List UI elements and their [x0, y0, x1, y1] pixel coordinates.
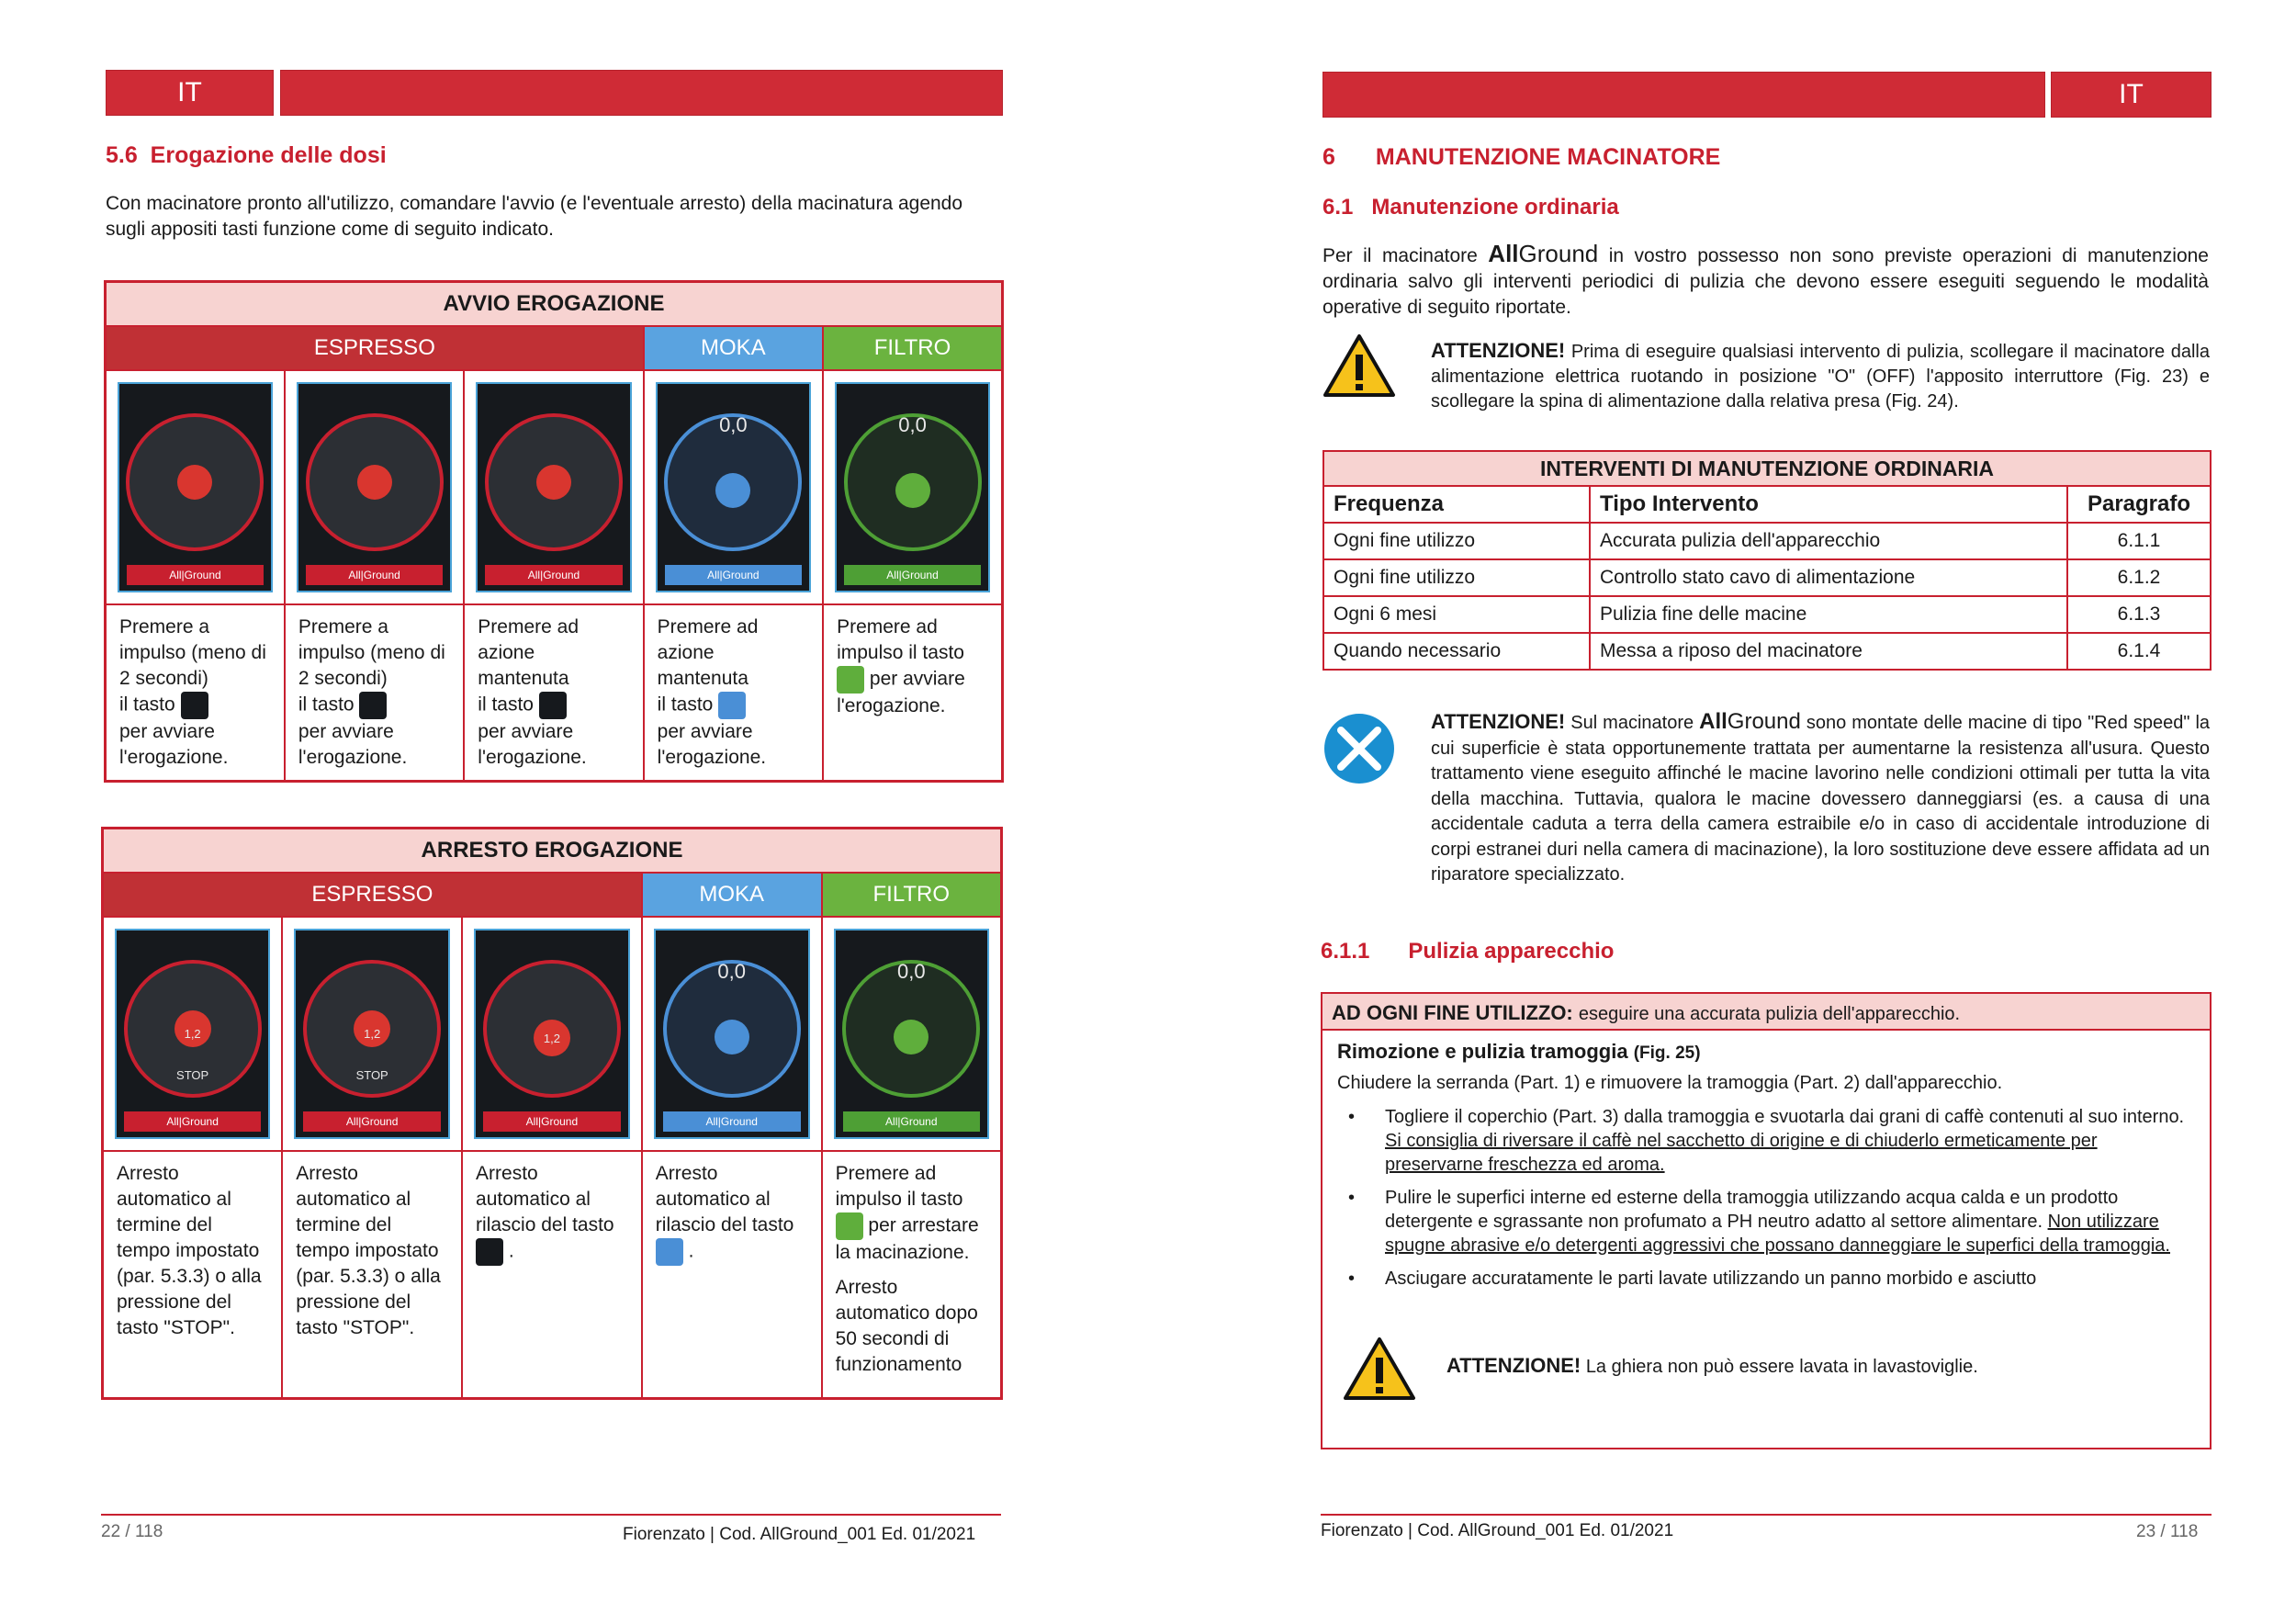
display-screen	[476, 382, 631, 592]
brand-strip: All|Ground	[124, 1111, 261, 1132]
display-screen	[834, 929, 989, 1139]
maintenance-table-title: INTERVENTI DI MANUTENZIONE ORDINARIA	[1323, 451, 2211, 486]
moka-pot-icon	[718, 692, 746, 719]
section-heading	[1322, 144, 1720, 171]
header-paragraph: Paragrafo	[2067, 486, 2211, 523]
instruction-c: per avviare l'erogazione.	[837, 668, 965, 716]
dial	[306, 413, 444, 551]
instruction-cell: Arresto automatico al rilascio del tasto .	[642, 1151, 822, 1399]
subsection-heading-611	[1321, 939, 1614, 964]
page-number: 22 / 118	[101, 1522, 163, 1541]
list-item	[1337, 1267, 2195, 1291]
grind-dot	[715, 473, 750, 508]
box-label: AD OGNI FINE UTILIZZO:	[1332, 1001, 1573, 1024]
subsection-title: Manutenzione ordinaria	[1371, 195, 1619, 220]
instruction-text: Arresto automatico al rilascio del tasto	[476, 1162, 614, 1235]
language-tab	[106, 70, 274, 116]
brand-strip: All|Ground	[306, 565, 443, 585]
cell-intervention: Controllo stato cavo di alimentazione	[1590, 559, 2067, 596]
warning-text: La ghiera non può essere lavata in lavastoviglie.	[1585, 1357, 1978, 1377]
header-bar	[1322, 72, 2045, 118]
intro-a: Per il macinatore	[1322, 245, 1478, 266]
instruction-cell	[822, 1151, 1002, 1399]
grind-dot	[894, 1020, 929, 1054]
instruction-b: il tasto	[478, 694, 534, 716]
moka-pot-icon	[656, 1238, 683, 1266]
maintenance-table	[1322, 450, 2212, 671]
language-tab	[2051, 72, 2212, 118]
document-code: Fiorenzato | Cod. AllGround_001 Ed. 01/2021	[623, 1525, 976, 1544]
cell-intervention: Accurata pulizia dell'apparecchio	[1590, 523, 2067, 559]
group-espresso: ESPRESSO	[106, 326, 644, 370]
language-label: IT	[177, 77, 202, 107]
dose-value: 1,2	[543, 1031, 560, 1045]
dial	[126, 413, 264, 551]
table-row	[1323, 523, 2211, 559]
box-figure-ref: (Fig. 25)	[1633, 1043, 1701, 1063]
cell-frequency: Quando necessario	[1323, 633, 1590, 670]
language-label: IT	[2119, 79, 2144, 109]
dose-value: 1,2	[364, 1026, 381, 1041]
stop-dispensing-table	[101, 827, 1003, 1400]
start-dispensing-table	[104, 280, 1004, 783]
group-moka: MOKA	[642, 873, 822, 917]
brand-strip: All|Ground	[844, 565, 981, 585]
section-title: MANUTENZIONE MACINATORE	[1375, 144, 1721, 170]
cell-intervention: Pulizia fine delle macine	[1590, 596, 2067, 633]
step-note: Non utilizzare spugne abrasive e/o detergenti aggressivi che possano danneggiare le superfici della tramoggia.	[1385, 1212, 2170, 1256]
dose-value: 1,2	[184, 1026, 201, 1041]
grind-dot	[357, 465, 392, 500]
tools-icon	[1322, 712, 1396, 785]
brand-logo	[1699, 709, 1801, 734]
group-moka: MOKA	[644, 326, 823, 370]
grind-dot	[895, 473, 930, 508]
instruction-cell: Arresto automatico al rilascio del tasto .	[462, 1151, 642, 1399]
brand-part-a: All	[1699, 709, 1728, 734]
screen-cell	[823, 370, 1002, 604]
brand-strip: All|Ground	[483, 1111, 621, 1132]
instruction-c: per avviare l'erogazione.	[478, 720, 587, 768]
instruction-c: per avviare l'erogazione.	[298, 720, 408, 768]
warning-note-1	[1431, 338, 2210, 414]
box-subtitle-text: Rimozione e pulizia tramoggia	[1337, 1040, 1628, 1063]
step-text: Togliere il coperchio (Part. 3) dalla tramoggia e svuotarla dai grani di caffè contenuti al suo interno.	[1385, 1107, 2185, 1127]
header-bar	[280, 70, 1003, 116]
screen-cell	[642, 917, 822, 1151]
filter-icon	[836, 1212, 863, 1240]
cell-paragraph: 6.1.2	[2067, 559, 2211, 596]
instruction-b: il tasto	[298, 694, 355, 716]
brand-strip: All|Ground	[665, 565, 802, 585]
cell-frequency: Ogni fine utilizzo	[1323, 523, 1590, 559]
subsection-number: 6.1	[1322, 195, 1354, 220]
cleaning-box-body	[1322, 1031, 2210, 1309]
screen-cell	[285, 370, 464, 604]
section-number: 5.6	[106, 142, 138, 168]
cell-frequency: Ogni 6 mesi	[1323, 596, 1590, 633]
cell-paragraph: 6.1.4	[2067, 633, 2211, 670]
warning-note-2	[1431, 709, 2210, 888]
cell-paragraph: 6.1.3	[2067, 596, 2211, 633]
intro-b: in vostro possesso non sono previste operazioni di manutenzione ordinaria salvo gli interventi periodici di pulizia che devono essere eseguiti seguendo le modalità operative di seguito riportate.	[1322, 245, 2209, 318]
group-espresso: ESPRESSO	[103, 873, 642, 917]
single-cup-icon	[181, 692, 208, 719]
subsection-title: Pulizia apparecchio	[1408, 939, 1615, 964]
filter-icon	[837, 666, 864, 694]
header-intervention: Tipo Intervento	[1590, 486, 2067, 523]
brand-strip: All|Ground	[127, 565, 264, 585]
instruction-text: Premere ad impulso il tasto	[835, 1162, 963, 1210]
instruction-b: il tasto	[119, 694, 175, 716]
subsection-number: 6.1.1	[1321, 939, 1370, 964]
instruction-cell	[644, 604, 823, 782]
warning-label: ATTENZIONE!	[1431, 339, 1566, 362]
screen-cell	[464, 370, 643, 604]
display-screen	[835, 382, 990, 592]
group-filtro: FILTRO	[823, 326, 1002, 370]
brand-part-b: Ground	[1518, 240, 1599, 267]
warning-icon	[1343, 1336, 1416, 1402]
instruction-c: per avviare l'erogazione.	[657, 720, 767, 768]
group-filtro: FILTRO	[822, 873, 1002, 917]
instruction-cell: Arresto automatico al termine del tempo impostato (par. 5.3.3) o alla pressione del tasto "STOP".	[103, 1151, 283, 1399]
display-screen	[656, 382, 811, 592]
hand-icon	[476, 1238, 503, 1266]
stop-label: STOP	[355, 1067, 388, 1082]
warning-text-b: sono montate delle macine di tipo "Red speed" la cui superficie è stata opportunemente trattata per aumentarne la resistenza all'usura. Questo trattamento viene eseguito affinché le macine lavorino nelle condizioni ottimali per tutta la vita della macchina. Tuttavia, qualora le macine dovessero danneggiarsi (es. a causa di una accidentale caduta a terra della camera estraibile e/o in caso di accidentale introduzione di corpi estranei duri nella camera di macinazione), la loro sostituzione deve essere affidata ad un riparatore specializzato.	[1431, 713, 2211, 885]
step-text: Pulire le superfici interne ed esterne della tramoggia utilizzando acqua calda e un prodotto detergente e sgrassante non profumato a PH neutro adatto al settore alimentare.	[1385, 1188, 2119, 1232]
screen-cell	[103, 917, 283, 1151]
instruction-cell	[285, 604, 464, 782]
display-screen	[474, 929, 630, 1139]
intro-paragraph: Con macinatore pronto all'utilizzo, comandare l'avvio (e l'eventuale arresto) della macinatura agendo sugli appositi tasti funzione come di seguito indicato.	[106, 193, 963, 240]
warning-label: ATTENZIONE!	[1446, 1354, 1581, 1377]
step-text: Asciugare accuratamente le parti lavate utilizzando un panno morbido e asciutto	[1385, 1269, 2037, 1289]
box-instruction: Chiudere la serranda (Part. 1) e rimuovere la tramoggia (Part. 2) dall'apparecchio.	[1337, 1073, 2003, 1093]
display-screen	[118, 382, 273, 592]
instruction-cell	[464, 604, 643, 782]
hand-icon	[539, 692, 567, 719]
intro-paragraph	[1322, 241, 2209, 321]
box-text: eseguire una accurata pulizia dell'apparecchio.	[1578, 1004, 1961, 1024]
list-item	[1337, 1105, 2195, 1177]
warning-text: Prima di eseguire qualsiasi intervento di pulizia, scollegare il macinatore dalla alimentazione elettrica ruotando in posizione "O" (OFF) l'apposito interruttore (Fig. 23) e scollegare la spina di alimentazione dalla relativa presa (Fig. 24).	[1431, 342, 2210, 412]
header-frequency: Frequenza	[1323, 486, 1590, 523]
instruction-a: Premere a impulso (meno di 2 secondi)	[119, 615, 266, 689]
dial	[483, 960, 621, 1098]
display-screen	[115, 929, 270, 1139]
cell-intervention: Messa a riposo del macinatore	[1590, 633, 2067, 670]
brand-strip: All|Ground	[843, 1111, 980, 1132]
instruction-a: Premere ad azione mantenuta	[478, 615, 579, 689]
screen-cell	[822, 917, 1002, 1151]
subsection-heading	[1322, 195, 1619, 220]
brand-strip: All|Ground	[485, 565, 622, 585]
page-number: 23 / 118	[2136, 1522, 2199, 1541]
instruction-cell	[823, 604, 1002, 782]
stop-table-title: ARRESTO EROGAZIONE	[103, 829, 1002, 873]
table-row	[1323, 633, 2211, 670]
warning-text-a: Sul macinatore	[1570, 713, 1694, 733]
instruction-cell	[106, 604, 285, 782]
footer-line	[1321, 1514, 2212, 1516]
warning-label: ATTENZIONE!	[1431, 710, 1566, 733]
instruction-c: per avviare l'erogazione.	[119, 720, 229, 768]
section-number: 6	[1322, 144, 1335, 170]
list-item	[1337, 1186, 2195, 1257]
warning-icon	[1322, 333, 1396, 399]
display-screen	[294, 929, 450, 1139]
section-title: Erogazione delle dosi	[150, 142, 387, 168]
dose-value: 0,0	[896, 959, 926, 983]
instruction-a: Premere ad azione mantenuta	[657, 615, 759, 689]
instruction-a: Premere ad impulso il tasto	[837, 615, 964, 663]
box-subtitle	[1337, 1040, 2195, 1064]
instruction-b: il tasto	[657, 694, 714, 716]
double-cup-icon	[359, 692, 387, 719]
instruction-cell: Arresto automatico al termine del tempo impostato (par. 5.3.3) o alla pressione del tasto "STOP".	[282, 1151, 462, 1399]
brand-strip: All|Ground	[303, 1111, 441, 1132]
table-row	[1323, 596, 2211, 633]
stop-label: STOP	[176, 1067, 209, 1082]
cell-frequency: Ogni fine utilizzo	[1323, 559, 1590, 596]
screen-cell	[282, 917, 462, 1151]
display-screen	[297, 382, 452, 592]
cleaning-box-header	[1322, 994, 2210, 1031]
instruction-a: Premere a impulso (meno di 2 secondi)	[298, 615, 445, 689]
cleaning-box	[1321, 992, 2212, 1449]
document-code: Fiorenzato | Cod. AllGround_001 Ed. 01/2021	[1321, 1521, 1674, 1540]
brand-strip: All|Ground	[663, 1111, 801, 1132]
screen-cell	[106, 370, 285, 604]
instruction-text-2: per arrestare la macinazione.	[835, 1214, 979, 1263]
brand-part-a: All	[1488, 240, 1519, 267]
screen-cell	[462, 917, 642, 1151]
grind-dot	[536, 465, 571, 500]
brand-logo	[1488, 240, 1598, 267]
section-heading	[106, 142, 387, 169]
dial	[485, 413, 623, 551]
screen-cell	[644, 370, 823, 604]
cleaning-steps	[1337, 1105, 2195, 1291]
table-row	[1323, 559, 2211, 596]
dose-value: 0,0	[719, 412, 748, 436]
display-screen	[654, 929, 810, 1139]
brand-part-b: Ground	[1727, 709, 1801, 734]
warning-note-3	[1446, 1354, 1978, 1378]
grind-dot	[715, 1020, 749, 1054]
start-table-title: AVVIO EROGAZIONE	[106, 282, 1003, 326]
instruction-text: Arresto automatico al rilascio del tasto	[655, 1162, 794, 1235]
right-page	[1148, 0, 2296, 1624]
dose-value: 0,0	[717, 959, 746, 983]
footer-line	[101, 1514, 1001, 1516]
instruction-text-3: Arresto automatico dopo 50 secondi di funzionamento	[835, 1276, 978, 1375]
grind-dot	[177, 465, 212, 500]
dose-value: 0,0	[898, 412, 927, 436]
cell-paragraph: 6.1.1	[2067, 523, 2211, 559]
step-note: Si consiglia di riversare il caffè nel sacchetto di origine e di chiuderlo ermeticamente per preservarne freschezza ed aroma.	[1385, 1131, 2098, 1175]
